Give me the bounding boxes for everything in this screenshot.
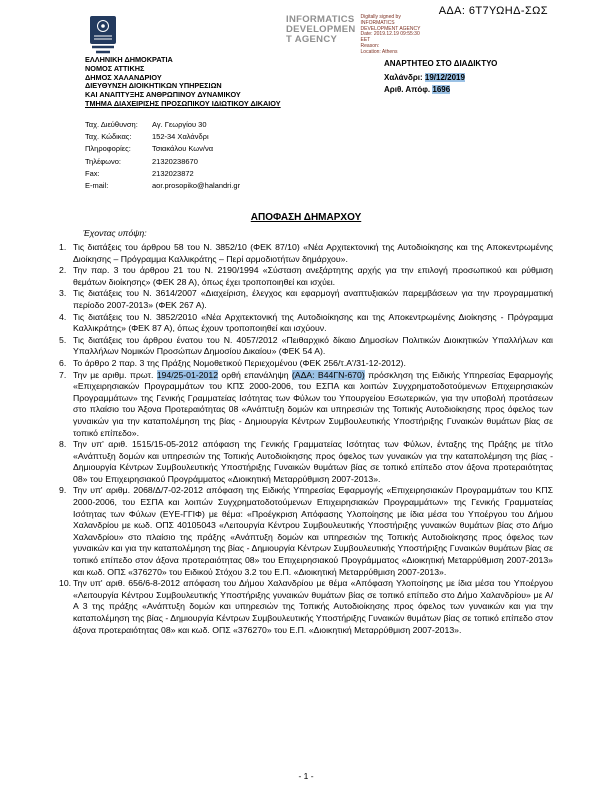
contact-label: Ταχ. Κώδικας:: [85, 132, 132, 142]
signature-agency-text: [286, 15, 356, 45]
contact-value: Αγ. Γεωργίου 30: [152, 120, 207, 129]
signature-detail-line: EET: [360, 37, 371, 44]
highlighted-text: (ΑΔΑ: Β44ΓΝ-670): [291, 369, 365, 380]
contact-value: 152-34 Χαλάνδρι: [152, 132, 209, 142]
contact-row: [85, 131, 240, 143]
item-text: Τις διατάξεις του άρθρου ένατου του Ν. 4057/2012 «Πειθαρχικό δίκαιο Δημοσίων Πολιτικών Διοικητικών Υπαλλήλων και Υπαλλήλων Νομικών Προσώπων Δημοσίου Δικαίου» (ΦΕΚ 54 Α).: [73, 334, 553, 357]
posted-on-internet-label: ΑΝΑΡΤΗΤΕΟ ΣΤΟ ΔΙΑΔΙΚΤΥΟ: [384, 59, 498, 68]
contact-row: [85, 168, 240, 180]
signature-detail-line: Location: Athens: [360, 48, 398, 55]
contact-row: [85, 143, 240, 155]
municipality-emblem-graphic: [88, 15, 118, 55]
signature-detail-line: Date: 2019.12.19 09:55:30: [360, 31, 420, 38]
contact-label: E-mail:: [85, 181, 109, 191]
item-text: Την υπ' αριθμ. 2068/Δ/7-02-2012 απόφαση της Ειδικής Υπηρεσίας Εφαρμογής «Επιχειρησιακών Προγραμμάτων του ΚΠΣ 2000-2006, του ΕΣΠΑ και λοιπών Συγχρηματοδοτούμενων Επιχειρησιακών Προγραμμάτων» της Γενικής Γραμματείας Ισότητας των Φύλων (ΕΥΕ-ΓΓΙΦ) με θέμα: «Προέγκριση Απόφασης Υλοποίησης με ίδια μέσα του Υποέργου του Δήμου Χαλανδρίου με κωδ. ΟΠΣ 40105043 «Λειτουργία Κέντρου Συμβουλευτικής Υποστήριξης γυναικών θυμάτων βίας στο Δήμο Χαλανδρίου» στο πλαίσιο της πράξης «Ανάπτυξη δομών και υπηρεσιών της Τοπικής Αυτοδιοίκησης προς όφελος των γυναικών και για την καταπολέμηση της βίας - Δημιουργία Κέντρων Συμβουλευτικής Υποστήριξης Γυναικών θυμάτων βίας σε τοπικό επίπεδο στον άξονα προτεραιότητας 08» του Επιχειρησιακού Προγράμματος «Διοικητική Μεταρρύθμιση 2007-2013» και κωδ. ΟΠΣ «376270» του Ειδικού Στόχου 3.2 του Ε.Π. «Διοικητική Μεταρρύθμιση 2007-2013».: [73, 485, 553, 577]
item-text: Τις διατάξεις του άρθρου 58 του Ν. 3852/10 (ΦΕΚ 87/10) «Νέα Αρχιτεκτονική της Αυτοδιοίκησης και της Αποκεντρωμένης Διοίκησης – Πρόγραμμα Καλλικράτης – Περί αρμοδιοτήτων δημάρχου».: [73, 242, 553, 264]
list-item: [59, 370, 553, 440]
digital-signature-block: [286, 15, 420, 56]
item-number: 5.: [59, 334, 67, 345]
contact-value: 2132023872: [152, 168, 194, 178]
contact-value: Τσιακάλου Κων/να: [152, 144, 214, 154]
org-line: ΔΙΕΥΘΥΝΣΗ ΔΙΟΙΚΗΤΙΚΩΝ ΥΠΗΡΕΣΙΩΝ: [85, 81, 222, 91]
contact-label: Τηλέφωνο:: [85, 156, 122, 166]
list-item: [59, 335, 553, 358]
org-line: ΔΗΜΟΣ ΧΑΛΑΝΔΡΙΟΥ: [85, 72, 162, 82]
item-text: Τις διατάξεις του Ν. 3614/2007 «Διαχείριση, έλεγχος και εφαρμογή αναπτυξιακών παρεμβάσεων για την προγραμματική περίοδο 2007-2013» (ΦΕΚ 267 Α).: [73, 288, 553, 310]
contact-row: [85, 156, 240, 168]
item-number: 9.: [59, 485, 67, 496]
list-item: [59, 439, 553, 485]
list-item: [59, 265, 553, 288]
list-item: [59, 312, 553, 335]
list-item: [59, 485, 553, 578]
signature-detail-line: Reason:: [360, 42, 380, 49]
considerations-list: [59, 242, 553, 636]
signature-details: [361, 15, 421, 56]
contact-block: [85, 119, 240, 192]
date-row: [384, 72, 497, 84]
list-item: [59, 358, 553, 370]
item-number: 10.: [59, 578, 72, 589]
contact-label: Πληροφορίες:: [85, 144, 131, 154]
number-row: [384, 84, 497, 96]
contact-value: 21320238670: [152, 156, 198, 166]
signature-detail-line: INFORMATICS: [360, 19, 395, 26]
org-line: ΚΑΙ ΑΝΑΠΤΥΞΗΣ ΑΝΘΡΩΠΙΝΟΥ ΔΥΝΑΜΙΚΟΥ: [85, 90, 241, 100]
signature-agency-line: T AGENCY: [286, 34, 338, 45]
decision-number: 1696: [432, 85, 451, 94]
item-number: 6.: [59, 357, 67, 368]
list-item: [59, 288, 553, 311]
decision-date: 19/12/2019: [424, 73, 465, 82]
municipality-emblem: [88, 15, 118, 60]
item-text: Την παρ. 3 του άρθρου 21 του Ν. 2190/1994 «Σύσταση ανεξάρτητης αρχής για την επιλογή προσωπικού και ρύθμιση θεμάτων διοίκησης» (ΦΕΚ 28 Α), όπως έχει τροποποιηθεί και ισχύει.: [73, 265, 553, 287]
item-number: 7.: [59, 369, 67, 380]
org-line: ΝΟΜΟΣ ΑΤΤΙΚΗΣ: [85, 63, 145, 73]
decision-number-label: Αριθ. Απόφ.: [384, 85, 431, 94]
signature-agency-line: INFORMATICS: [286, 14, 355, 25]
org-line: ΤΜΗΜΑ ΔΙΑΧΕΙΡΙΣΗΣ ΠΡΟΣΩΠΙΚΟΥ ΙΔΙΩΤΙΚΟΥ ΔΙΚΑΙΟΥ: [85, 98, 281, 108]
signature-detail-line: DEVELOPMENT AGENCY: [360, 25, 421, 32]
item-number: 4.: [59, 311, 67, 322]
item-number: 2.: [59, 265, 67, 276]
item-text: Την υπ' αριθ. 1515/15-05-2012 απόφαση της Γενικής Γραμματείας Ισότητας των Φύλων, ένταξης της Πράξης με τίτλο «Ανάπτυξη δομών και υπηρεσιών της Τοπικής Αυτοδιοίκησης προς όφελος των γυναικών για την καταπολέμηση της βίας - Δημιουργία Κέντρων Συμβουλευτικής Υποστήριξης Γυναικών θυμάτων βίας σε τοπικό επίπεδο στον άξονα προτεραιότητας 08» του Επιχειρησιακού Προγράμματος «Διοικητική Μεταρρύθμιση 2007-2013».: [73, 439, 553, 484]
list-item: [59, 242, 553, 265]
contact-value: aor.prosopiko@halandri.gr: [152, 181, 241, 191]
item-text: Την υπ' αριθ. 656/6-8-2012 απόφαση του Δήμου Χαλανδρίου με θέμα «Απόφαση Υλοποίησης με ίδια μέσα του Υποέργου «Λειτουργία Κέντρου Συμβουλευτικής Υποστήριξης γυναικών θυμάτων βίας σε τοπικό επίπεδο στο Δήμο Χαλανδρίου» με Α/Α 3 της πράξης «Ανάπτυξη δομών και υπηρεσιών της Τοπικής Αυτοδιοίκησης προς όφελος των γυναικών και για την καταπολέμηση της βίας - Δημιουργία Κέντρων Συμβουλευτικής Υποστήριξης Γυναικών θυμάτων βίας σε τοπικό επίπεδο στον άξονα προτεραιότητας 08» και κωδ. ΟΠΣ «376270» του Ε.Π. «Διοικητική Μεταρρύθμιση 2007-2013».: [73, 578, 553, 635]
list-item: [59, 578, 553, 636]
item-text: Την με αριθμ. πρωτ. 194/25-01-2012 ορθή επανάληψη (ΑΔΑ: Β44ΓΝ-670) πρόσκληση της Ειδικής Υπηρεσίας Εφαρμογής «Επιχειρησιακών Προγραμμάτων του ΚΠΣ 2000-2006, του ΕΣΠΑ και λοιπών Συγχρηματοδοτούμενων Επιχειρησιακών Προγραμμάτων» της Γενικής Γραμματείας Ισότητας των Φύλων του Υπουργείου Εσωτερικών, για την υποβολή προτάσεων στο πλαίσιο του Άξονα Προτεραιότητας 08 «Ανάπτυξη δομών και υπηρεσιών της Τοπικής Αυτοδιοίκησης προς όφελος των γυναικών για την καταπολέμηση της βίας - Δημιουργία Κέντρων Συμβουλευτικής Υποστήριξης Γυναικών θυμάτων βίας σε τοπικό επίπεδο».: [73, 369, 553, 438]
decision-title: ΑΠΟΦΑΣΗ ΔΗΜΑΡΧΟΥ: [250, 212, 362, 223]
contact-row: [85, 119, 240, 131]
header-right-block: [384, 58, 497, 96]
place-label: Χαλάνδρι:: [384, 73, 423, 82]
org-block: [85, 56, 281, 109]
org-line: ΕΛΛΗΝΙΚΗ ΔΗΜΟΚΡΑΤΙΑ: [85, 55, 173, 64]
item-text: Τις διατάξεις του Ν. 3852/2010 «Νέα Αρχιτεκτονική της Αυτοδιοίκησης και της Αποκεντρωμένης Διοίκησης - Πρόγραμμα Καλλικράτης» (ΦΕΚ 87 Α), όπως έχουν τροποποιηθεί και ισχύουν.: [73, 311, 553, 334]
signature-detail-line: Digitally signed by: [360, 14, 401, 20]
item-number: 1.: [59, 242, 67, 252]
page-number: - 1 -: [298, 771, 314, 781]
intro-text: Έχοντας υπόψη:: [83, 228, 147, 238]
item-number: 8.: [59, 439, 67, 450]
contact-label: Ταχ. Διεύθυνση:: [85, 120, 138, 129]
highlighted-text: 194/25-01-2012: [156, 369, 219, 380]
ada-code: ΑΔΑ: 6Τ7ΥΩΗΔ-ΣΩΣ: [438, 5, 548, 17]
item-number: 3.: [59, 288, 67, 299]
contact-label: Fax:: [85, 168, 100, 178]
item-text: Το άρθρο 2 παρ. 3 της Πράξης Νομοθετικού Περιεχομένου (ΦΕΚ 256/τ.Α'/31-12-2012).: [73, 357, 406, 368]
signature-agency-line: DEVELOPMEN: [286, 24, 356, 35]
contact-row: [85, 180, 240, 192]
